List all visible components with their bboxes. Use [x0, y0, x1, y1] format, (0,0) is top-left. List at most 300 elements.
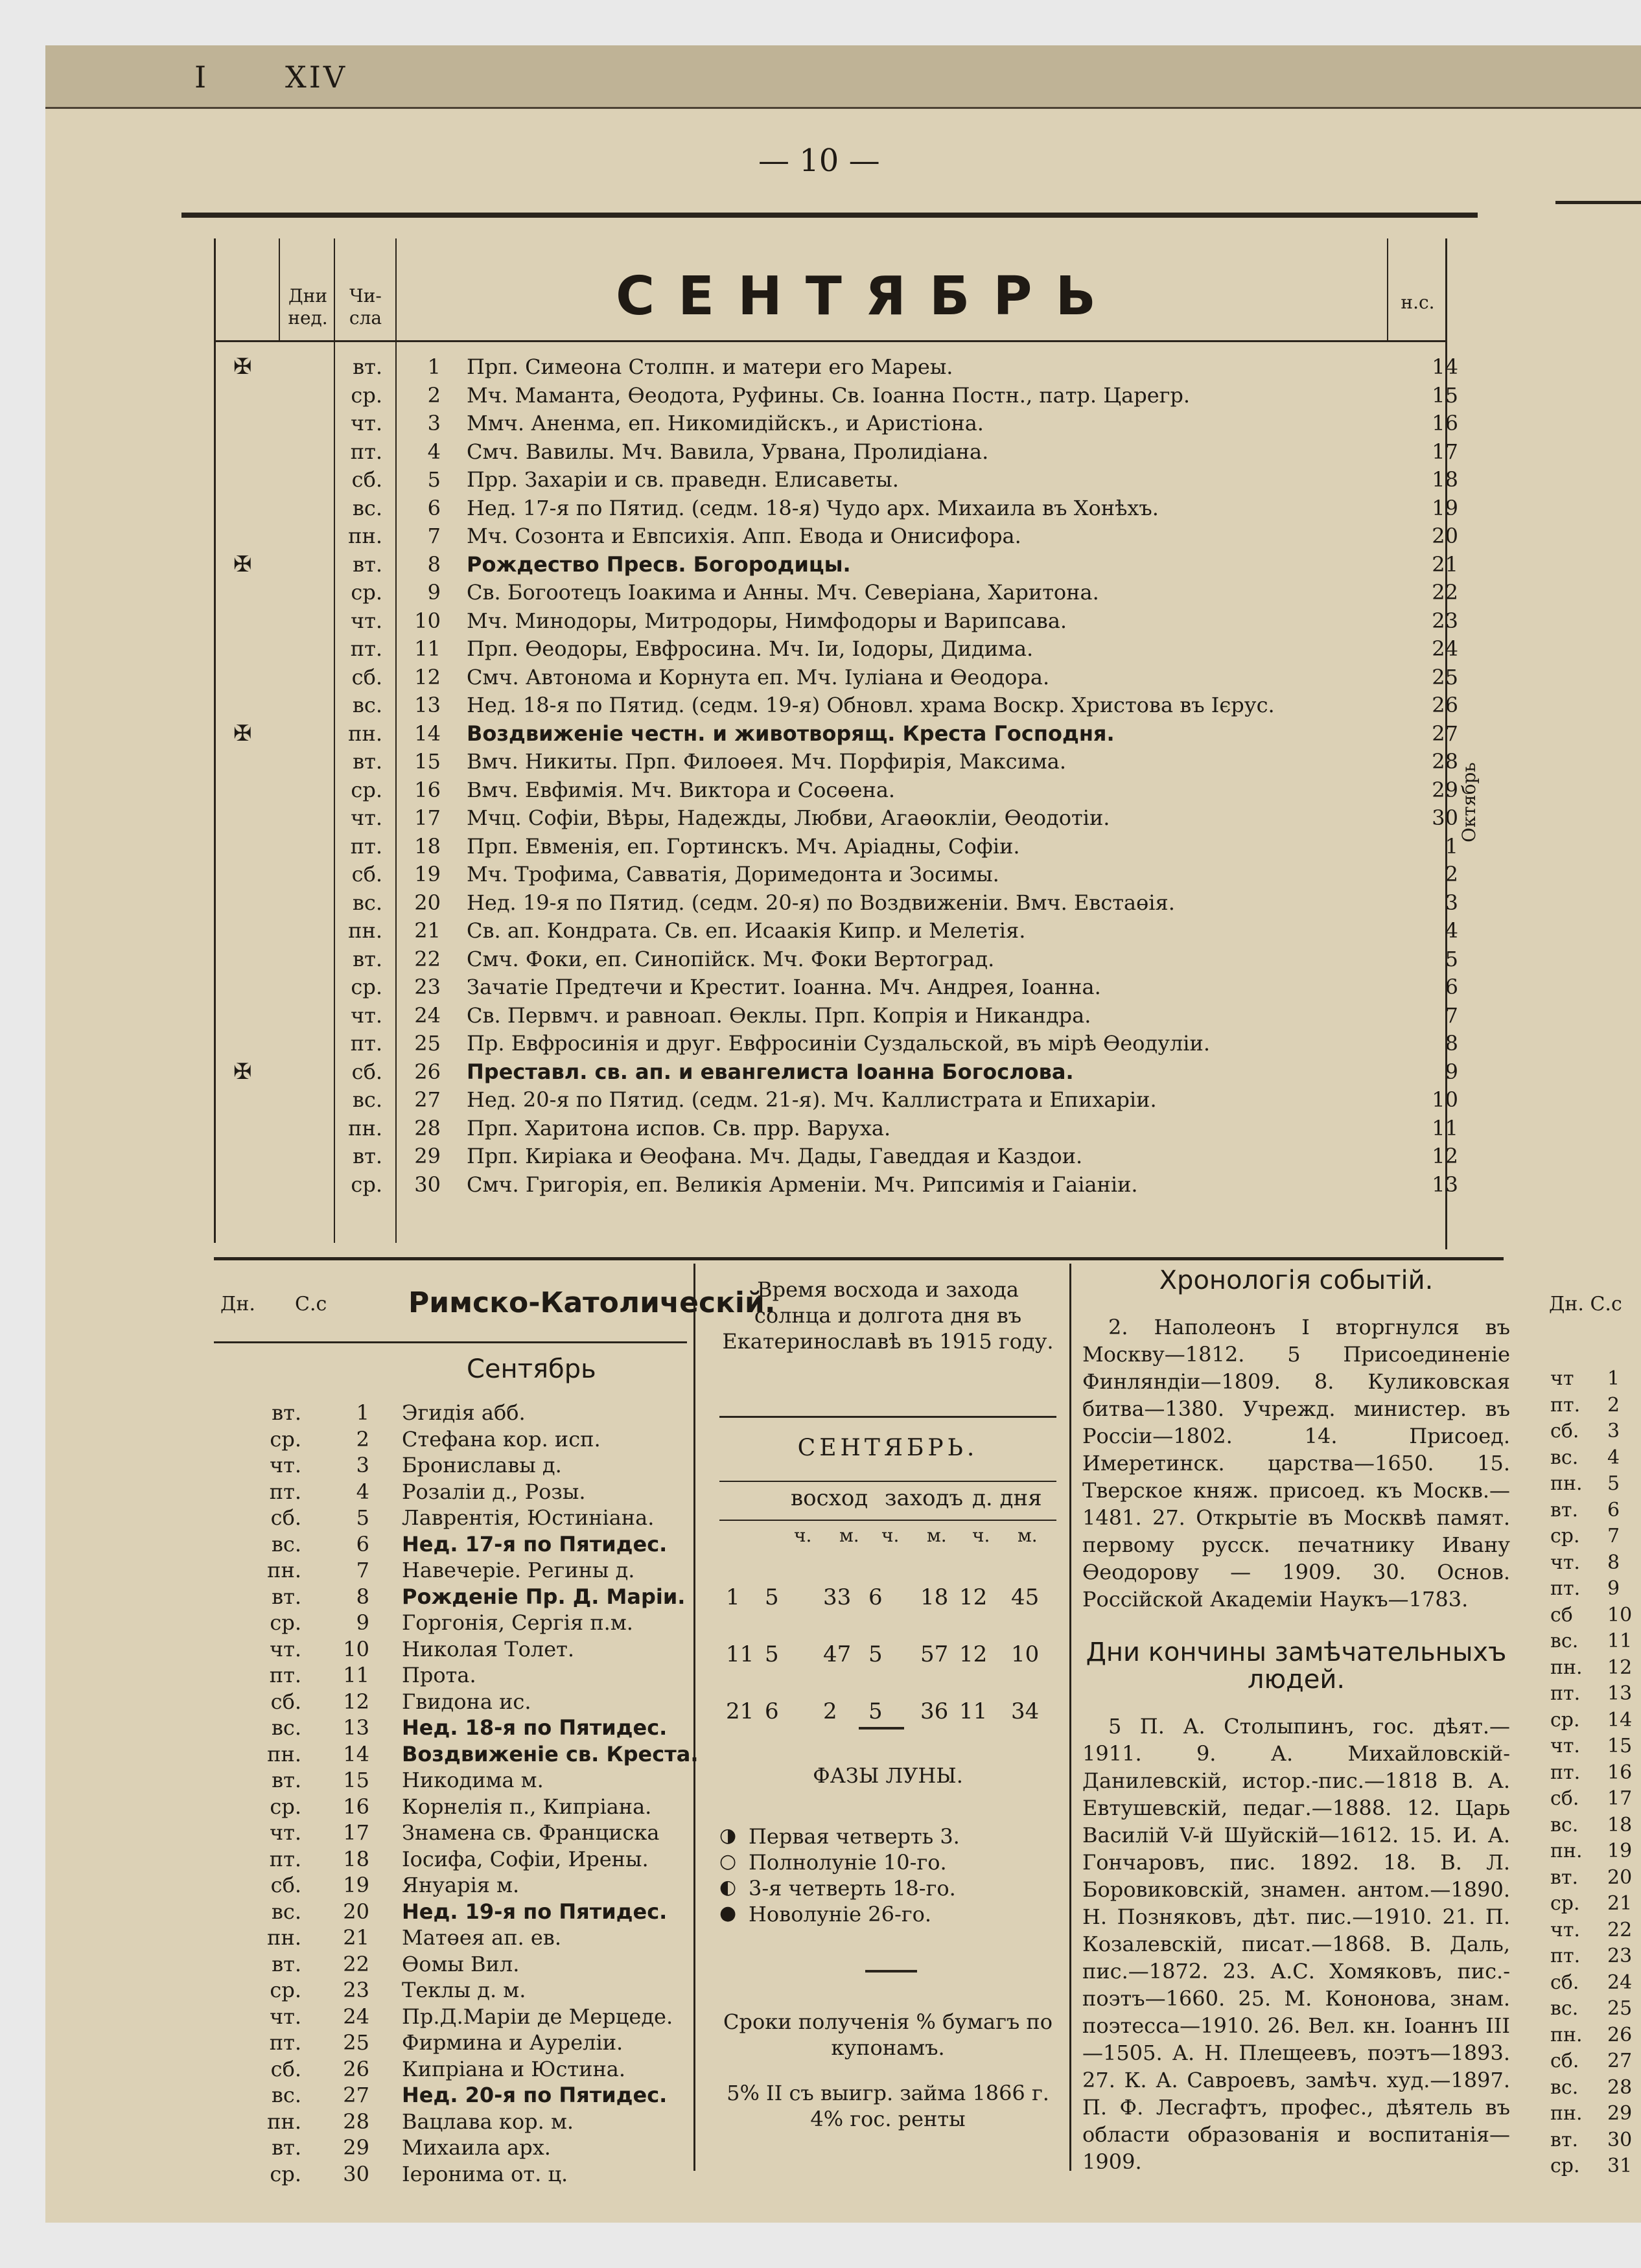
margin-number: 31: [1607, 2155, 1633, 2177]
day-number: 19: [414, 862, 441, 886]
saints-text: Ммч. Аненма, еп. Никомидійскъ., и Аристіона.: [467, 411, 984, 435]
new-style-date: 30: [1432, 805, 1458, 830]
weekday: вт.: [272, 1584, 301, 1609]
new-style-date: 8: [1445, 1031, 1458, 1056]
col-rule: [1387, 238, 1388, 342]
day-number: 9: [356, 1610, 369, 1635]
saints-text: Св. Богоотецъ Іоакима и Анны. Мч. Северіана, Харитона.: [467, 580, 1099, 605]
margin-weekday: пт.: [1550, 1577, 1581, 1600]
day-number: 7: [427, 524, 441, 548]
weekday: вс.: [271, 1899, 301, 1924]
sun-value: 10: [1011, 1641, 1040, 1667]
calendar-row: [45, 579, 1458, 606]
feast-text: Нед. 20-я по Пятидес.: [402, 2083, 668, 2107]
weekday: пт.: [269, 2030, 301, 2055]
weekday: сб.: [351, 664, 382, 689]
new-style-date: 22: [1432, 580, 1458, 605]
weekday: сб.: [351, 1059, 382, 1084]
page-number: — 10 —: [758, 143, 880, 179]
margin-number: 1: [1607, 1367, 1620, 1390]
saints-text: Вмч. Евфимія. Мч. Виктора и Сосөена.: [467, 777, 896, 802]
sun-value: 11: [959, 1698, 988, 1724]
margin-number: 16: [1607, 1761, 1633, 1784]
margin-weekday: ср.: [1550, 1892, 1580, 1915]
new-style-date: 11: [1432, 1115, 1458, 1140]
feast-text: Вацлава кор. м.: [402, 2109, 574, 2134]
col-rule: [279, 238, 280, 342]
weekday: пн.: [267, 1741, 301, 1766]
day-number: 6: [356, 1531, 369, 1556]
feast-text: Нед. 19-я по Пятидес.: [402, 1899, 668, 1924]
cross-icon: ✠: [233, 720, 252, 746]
day-number: 7: [356, 1558, 369, 1582]
weekday: ср.: [270, 1426, 301, 1452]
margin-number: 6: [1607, 1498, 1620, 1522]
saints-text: Воздвиженіе честн. и животворящ. Креста Господня.: [467, 721, 1115, 746]
new-style-date: 7: [1445, 1002, 1458, 1028]
calendar-row: [45, 551, 1458, 578]
margin-weekday: вс.: [1550, 1997, 1579, 2020]
margin-number: 12: [1607, 1656, 1633, 1679]
moon-phase-icon: ◑: [719, 1824, 737, 1847]
new-style-date: 5: [1445, 946, 1458, 971]
day-number: 4: [427, 439, 441, 464]
saints-text: Прп. Киріака и Өеофана. Мч. Дады, Гаведдая и Каздои.: [467, 1144, 1083, 1168]
sun-rule: [719, 1520, 1056, 1521]
day-number: 11: [343, 1663, 369, 1687]
saints-text: Прр. Захаріи и св. праведн. Елисаветы.: [467, 467, 899, 492]
feast-text: Навечеріе. Регины д.: [402, 1558, 635, 1582]
margin-weekday: сб.: [1550, 1971, 1579, 1994]
sun-value: 5: [868, 1641, 883, 1667]
calendar-row: [45, 1115, 1458, 1142]
feast-text: Өомы Вил.: [402, 1951, 520, 1976]
unit-label: ч.: [794, 1525, 812, 1546]
day-number: 20: [343, 1899, 369, 1924]
sun-col-length: д. дня: [972, 1485, 1042, 1511]
day-number: 17: [343, 1820, 369, 1845]
margin-number: 20: [1607, 1866, 1633, 1889]
calendar-row: [45, 1058, 1458, 1085]
weekday: пн.: [267, 1558, 301, 1582]
lower-col-rule: [1069, 1264, 1071, 2171]
saints-text: Прп. Евменія, еп. Гортинскъ. Мч. Аріадны, Софіи.: [467, 833, 1020, 859]
day-number: 15: [343, 1768, 369, 1792]
new-style-date: 17: [1432, 439, 1458, 464]
weekday: ср.: [351, 777, 382, 802]
weekday: сб.: [270, 2056, 301, 2081]
saints-text: Нед. 20-я по Пятид. (седм. 21-я). Мч. Каллистрата и Епихаріи.: [467, 1087, 1157, 1112]
weekday: вс.: [271, 1531, 301, 1556]
margin-weekday: вт.: [1550, 1866, 1579, 1889]
margin-number: 14: [1607, 1708, 1633, 1731]
day-number: 3: [427, 411, 441, 435]
day-number: 10: [343, 1636, 369, 1661]
weekday: вт.: [353, 354, 382, 379]
calendar-row: [45, 1086, 1458, 1113]
day-number: 23: [414, 975, 441, 999]
margin-weekday: пт.: [1550, 1945, 1581, 1967]
month-title: СЕНТЯБРЬ: [616, 266, 1119, 327]
margin-weekday: вт.: [1550, 1498, 1579, 1522]
calendar-row: [45, 1171, 1458, 1198]
new-style-date: 26: [1432, 693, 1458, 717]
right-margin-header: Дн. С.с: [1549, 1293, 1622, 1315]
calendar-row: [45, 410, 1458, 437]
calendar-row: [45, 438, 1458, 465]
saints-text: Мчц. Софіи, Вѣры, Надежды, Любви, Агаөокліи, Өеодотіи.: [467, 805, 1110, 830]
sun-col-set: заходъ: [885, 1485, 964, 1511]
feast-text: Воздвиженіе св. Креста.: [402, 1741, 699, 1766]
day-number: 29: [414, 1144, 441, 1168]
calendar-row: [45, 1030, 1458, 1057]
coupons-text: 5% II съ выигр. займа 1866 г. 4% гос. ренты: [727, 2081, 1049, 2131]
weekday: пн.: [348, 721, 382, 746]
calendar-row: [45, 607, 1458, 634]
sun-value: 47: [823, 1641, 852, 1667]
saints-text: Мч. Минодоры, Митродоры, Нимфодоры и Варипсава.: [467, 608, 1067, 633]
margin-number: 15: [1607, 1735, 1633, 1757]
margin-weekday: вс.: [1550, 1813, 1579, 1836]
margin-number: 13: [1607, 1682, 1633, 1705]
weekday: ср.: [351, 1172, 382, 1197]
day-number: 18: [414, 833, 441, 859]
day-number: 25: [343, 2030, 369, 2055]
new-style-date: 28: [1432, 749, 1458, 774]
day-number: 21: [414, 918, 441, 943]
sun-value: 33: [823, 1584, 852, 1610]
sun-value: 5: [765, 1641, 779, 1667]
calendar-row: [45, 1002, 1458, 1029]
moon-phase: Полнолуніе 10-го.: [749, 1850, 947, 1875]
moon-title: ФАЗЫ ЛУНЫ.: [813, 1763, 963, 1788]
page: [45, 45, 1641, 2223]
day-number: 21: [343, 1925, 369, 1950]
calendar-row: [45, 635, 1458, 662]
saints-text: Зачатіе Предтечи и Крестит. Іоанна. Мч. Андрея, Іоанна.: [467, 975, 1101, 999]
moon-phase-icon: ●: [719, 1902, 737, 1925]
calendar-row: [45, 748, 1458, 775]
new-style-date: 27: [1432, 721, 1458, 746]
calendar-row: [45, 691, 1458, 719]
feast-text: Іосифа, Софіи, Ирены.: [402, 1846, 649, 1871]
saints-text: Прп. Өеодоры, Евфросина. Мч. Іи, Іодоры, Дидима.: [467, 636, 1034, 661]
weekday: пн.: [348, 918, 382, 943]
new-style-date: 18: [1432, 467, 1458, 492]
sun-value: 5: [868, 1698, 883, 1724]
day-number: 23: [343, 1978, 369, 2002]
margin-weekday: сб.: [1550, 1787, 1579, 1810]
day-number: 30: [414, 1172, 441, 1197]
sun-value: 5: [765, 1584, 779, 1610]
feast-text: Брониславы д.: [402, 1453, 562, 1477]
saints-text: Смч. Григорія, еп. Великія Арменіи. Мч. Рипсимія и Гаіаніи.: [467, 1172, 1138, 1197]
dash: [859, 1727, 904, 1730]
new-style-date: 24: [1432, 636, 1458, 661]
sun-value: 45: [1011, 1584, 1040, 1610]
day-number: 16: [414, 777, 441, 802]
feast-text: Прота.: [402, 1663, 476, 1687]
weekday: пт.: [350, 1031, 382, 1056]
weekday: вс.: [271, 1715, 301, 1740]
sun-value: 36: [920, 1698, 949, 1724]
day-number: 16: [343, 1794, 369, 1819]
new-style-date: 12: [1432, 1144, 1458, 1168]
cross-icon: ✠: [233, 551, 252, 577]
feast-text: Николая Толет.: [402, 1636, 575, 1661]
saints-text: Вмч. Никиты. Прп. Филоөея. Мч. Порфирія, Максима.: [467, 749, 1067, 774]
moon-phase: 3-я четверть 18-го.: [749, 1876, 956, 1901]
saints-text: Мч. Маманта, Өеодота, Руфины. Св. Іоанна Постн., патр. Царегр.: [467, 382, 1191, 408]
sun-value: 34: [1011, 1698, 1040, 1724]
sun-value: 12: [959, 1584, 988, 1610]
sun-value: 12: [959, 1641, 988, 1667]
margin-number: 8: [1607, 1551, 1620, 1574]
saints-text: Нед. 19-я по Пятид. (седм. 20-я) по Воздвиженіи. Вмч. Евстаөія.: [467, 890, 1175, 915]
saints-text: Прп. Симеона Столпн. и матери его Мареы.: [467, 354, 953, 379]
day-number: 14: [343, 1741, 369, 1766]
day-number: 12: [343, 1689, 369, 1714]
margin-weekday: вс.: [1550, 1630, 1579, 1652]
rc-days-header: Дн.: [220, 1293, 255, 1315]
calendar-row: [45, 804, 1458, 831]
feast-text: Знамена св. Франциска: [402, 1820, 660, 1845]
sun-value: 6: [868, 1584, 883, 1610]
weekday: ср.: [351, 580, 382, 605]
weekday: вт.: [272, 2135, 301, 2160]
margin-number: 30: [1607, 2128, 1633, 2151]
days-header: Дни нед.: [288, 285, 328, 329]
weekday: ср.: [270, 1978, 301, 2002]
unit-label: ч.: [881, 1525, 900, 1546]
feast-text: Михаила арх.: [402, 2135, 551, 2160]
margin-weekday: чт.: [1550, 1551, 1580, 1574]
calendar-row: [45, 466, 1458, 493]
weekday: чт.: [269, 1636, 301, 1661]
margin-weekday: пн.: [1550, 1840, 1583, 1862]
day-number: 24: [343, 2004, 369, 2029]
unit-label: м.: [839, 1525, 859, 1546]
weekday: сб.: [270, 1873, 301, 1897]
calendar-row: [45, 861, 1458, 888]
day-number: 8: [356, 1584, 369, 1609]
chronology-text: 2. Наполеонъ I вторгнулся въ Москву—1812. 5 Присоединеніе Финляндіи—1809. 8. Куликовская битва—1380. Учрежд. министер. въ Россіи—1802. 14. Присоед. Имеретинск. царства—1650. 15. Тверское княж. присоед. къ Москв.—1481. 27. Открытіе въ Москвѣ памят. первому русск. печатнику Ивану Өеодорову — 1909. 30. Основ. Россійской Академіи Наукъ—1783.: [1082, 1315, 1510, 1612]
calendar-row: [45, 522, 1458, 550]
new-style-date: 23: [1432, 608, 1458, 633]
margin-weekday: пт.: [1550, 1761, 1581, 1784]
catholic-title: Римско-Католическій.: [408, 1286, 776, 1319]
new-style-date: 16: [1432, 411, 1458, 435]
feast-text: Стефана кор. исп.: [402, 1426, 601, 1452]
saints-text: Нед. 17-я по Пятид. (седм. 18-я) Чудо арх. Михаила въ Хонѣхъ.: [467, 495, 1159, 520]
margin-number: 23: [1607, 1945, 1633, 1967]
cross-icon: ✠: [233, 354, 252, 380]
dash: [865, 1970, 917, 1973]
margin-number: 17: [1607, 1787, 1633, 1810]
sun-value: 18: [920, 1584, 949, 1610]
unit-label: м.: [1018, 1525, 1038, 1546]
margin-number: 25: [1607, 1997, 1633, 2020]
day-number: 10: [414, 608, 441, 633]
weekday: ср.: [270, 2161, 301, 2186]
calendar-row: [45, 1142, 1458, 1170]
weekday: пн.: [267, 2109, 301, 2134]
weekday: вс.: [352, 693, 382, 717]
day-number: 30: [343, 2161, 369, 2186]
new-style-date: 1: [1445, 833, 1458, 859]
saints-text: Пр. Евфросинія и друг. Евфросиніи Суздальской, въ мірѣ Өеодуліи.: [467, 1031, 1210, 1056]
weekday: вс.: [352, 890, 382, 915]
weekday: пн.: [348, 1115, 382, 1140]
saints-text: Мч. Созонта и Евпсихія. Апп. Евода и Онисифора.: [467, 524, 1021, 548]
coupons-title: Сроки полученія % бумагъ по купонамъ.: [723, 2009, 1053, 2060]
top-rule: [181, 213, 1478, 218]
day-number: 4: [356, 1479, 369, 1504]
moon-phase: Новолуніе 26-го.: [749, 1902, 932, 1927]
sun-value: 57: [920, 1641, 949, 1667]
day-number: 14: [414, 721, 441, 746]
saints-text: Св. ап. Кондрата. Св. еп. Исаакія Кипр. и Мелетія.: [467, 918, 1026, 943]
sun-value: 11: [726, 1641, 754, 1667]
margin-number: 24: [1607, 1971, 1633, 1994]
sun-value: 2: [823, 1698, 837, 1724]
weekday: пн.: [267, 1925, 301, 1950]
feast-text: Фирмина и Ауреліи.: [402, 2030, 623, 2055]
dates-header: Чи- сла: [349, 285, 382, 329]
saints-text: Нед. 18-я по Пятид. (седм. 19-я) Обновл. храма Воскр. Христова въ Ієрус.: [467, 693, 1275, 717]
calendar-row: [45, 494, 1458, 522]
weekday: ср.: [351, 382, 382, 408]
day-number: 13: [414, 693, 441, 717]
calendar-row: [45, 353, 1458, 380]
day-number: 22: [343, 1951, 369, 1976]
margin-weekday: пт.: [1550, 1682, 1581, 1705]
moon-phase-icon: ◐: [719, 1876, 737, 1899]
margin-weekday: ср.: [1550, 1525, 1580, 1547]
day-number: 1: [356, 1400, 369, 1425]
weekday: вт.: [353, 551, 382, 577]
margin-number: 9: [1607, 1577, 1620, 1600]
saints-text: Рождество Пресв. Богородицы.: [467, 551, 851, 577]
unit-label: ч.: [972, 1525, 990, 1546]
unit-label: м.: [927, 1525, 947, 1546]
new-style-date: 25: [1432, 664, 1458, 689]
feast-text: Януарія м.: [402, 1873, 520, 1897]
weekday: пт.: [350, 636, 382, 661]
day-number: 25: [414, 1031, 441, 1056]
new-style-date: 19: [1432, 495, 1458, 520]
sun-value: 6: [765, 1698, 779, 1724]
ns-header: н.с.: [1401, 292, 1435, 313]
day-number: 5: [427, 467, 441, 492]
saints-text: Преставл. св. ап. и евангелиста Іоанна Богослова.: [467, 1059, 1074, 1084]
margin-number: 4: [1607, 1446, 1620, 1469]
weekday: чт.: [350, 805, 382, 830]
day-number: 13: [343, 1715, 369, 1740]
calendar-row: [45, 382, 1458, 409]
margin-number: 11: [1607, 1630, 1633, 1652]
margin-weekday: пн.: [1550, 1656, 1583, 1679]
feast-text: Розаліи д., Розы.: [402, 1479, 586, 1504]
sun-rule: [719, 1416, 1056, 1418]
margin-number: 27: [1607, 2050, 1633, 2072]
new-style-date: 4: [1445, 918, 1458, 943]
margin-number: 10: [1607, 1603, 1633, 1626]
weekday: чт.: [350, 411, 382, 435]
feast-text: Горгонія, Сергія п.м.: [402, 1610, 633, 1635]
new-style-date: 21: [1432, 551, 1458, 577]
weekday: вс.: [352, 1087, 382, 1112]
feast-text: Пр.Д.Маріи де Мерцеде.: [402, 2004, 673, 2029]
saints-text: Св. Первмч. и равноап. Өеклы. Прп. Копрія и Никандра.: [467, 1002, 1091, 1028]
day-number: 28: [414, 1115, 441, 1140]
feast-text: Эгидія абб.: [402, 1400, 526, 1425]
calendar-row: [45, 776, 1458, 804]
sun-intro: Время восхода и захода солнца и долгота дня въ Екатеринославѣ въ 1915 году.: [722, 1277, 1054, 1354]
weekday: вт.: [353, 749, 382, 774]
margin-weekday: сб.: [1550, 2050, 1579, 2072]
day-number: 26: [414, 1059, 441, 1084]
calendar-row: [45, 889, 1458, 916]
weekday: пт.: [269, 1846, 301, 1871]
volume-number: XIV: [285, 60, 348, 95]
weekday: пт.: [350, 833, 382, 859]
cross-icon: ✠: [233, 1058, 252, 1085]
margin-weekday: сб.: [1550, 1420, 1579, 1442]
deaths-title: Дни кончины замѣчательныхъ людей.: [1086, 1637, 1507, 1695]
day-number: 11: [414, 636, 441, 661]
new-style-date: 9: [1445, 1059, 1458, 1084]
margin-weekday: чт.: [1550, 1735, 1580, 1757]
day-number: 27: [343, 2083, 369, 2107]
weekday: ср.: [351, 975, 382, 999]
day-number: 18: [343, 1846, 369, 1871]
margin-weekday: ср.: [1550, 2155, 1580, 2177]
day-number: 17: [414, 805, 441, 830]
margin-weekday: пн.: [1550, 2023, 1583, 2046]
feast-text: Лаврентія, Юстиніана.: [402, 1505, 655, 1530]
margin-weekday: пн.: [1550, 2102, 1583, 2125]
weekday: вс.: [271, 2083, 301, 2107]
margin-number: 2: [1607, 1393, 1620, 1417]
margin-number: 5: [1607, 1472, 1620, 1495]
sun-value: 1: [726, 1584, 740, 1610]
feast-text: Нед. 18-я по Пятидес.: [402, 1715, 668, 1740]
feast-text: Никодима м.: [402, 1768, 544, 1792]
new-style-date: 13: [1432, 1172, 1458, 1197]
feast-text: Теклы д. м.: [402, 1978, 526, 2002]
deaths-text: 5 П. А. Столыпинъ, гос. дѣят.—1911. 9. А. Михайловскій-Данилевскій, истор.-пис.—1818 В. А. Евтушевскій, педаг.—1888. 12. Царь Василій V-й Шуйскій—1612. 15. И. А. Гончаровъ, пис. 1892. 18. В. Л. Боровиковскій, знамен. антом.—1890. Н. Позняковъ, дѣт. пис.—1910. 21. П. Козалевскій, писат.—1868. В. Даль, пис.—1872. 23. А.С. Хомяковъ, пис.-поэтъ—1660. 25. М. Кононова, знам. поэтесса—1910. 26. Вел. кн. Іоаннъ III—1505. А. Н. Плещеевъ, поэтъ—1893. 27. К. А. Савроевъ, замѣч. худ.—1897. П. Ф. Лесгафтъ, профес., дѣятель въ области образованія и воспитанія—1909.: [1082, 1714, 1510, 2174]
new-style-date: 2: [1445, 862, 1458, 886]
new-style-date: 14: [1432, 354, 1458, 379]
margin-number: 22: [1607, 1918, 1633, 1941]
weekday: пт.: [350, 439, 382, 464]
weekday: чт.: [269, 1820, 301, 1845]
weekday: чт.: [269, 1453, 301, 1477]
margin-number: 18: [1607, 1813, 1633, 1836]
new-style-date: 29: [1432, 777, 1458, 802]
weekday: чт.: [269, 2004, 301, 2029]
margin-number: 7: [1607, 1525, 1620, 1547]
day-number: 1: [427, 354, 441, 379]
feast-text: Іеронима от. ц.: [402, 2161, 568, 2186]
moon-phase: Первая четверть 3.: [749, 1824, 960, 1849]
new-style-date: 3: [1445, 890, 1458, 915]
day-number: 24: [414, 1002, 441, 1028]
rc-ns-header: С.с: [295, 1293, 327, 1315]
weekday: ср.: [270, 1794, 301, 1819]
weekday: вт.: [272, 1951, 301, 1976]
